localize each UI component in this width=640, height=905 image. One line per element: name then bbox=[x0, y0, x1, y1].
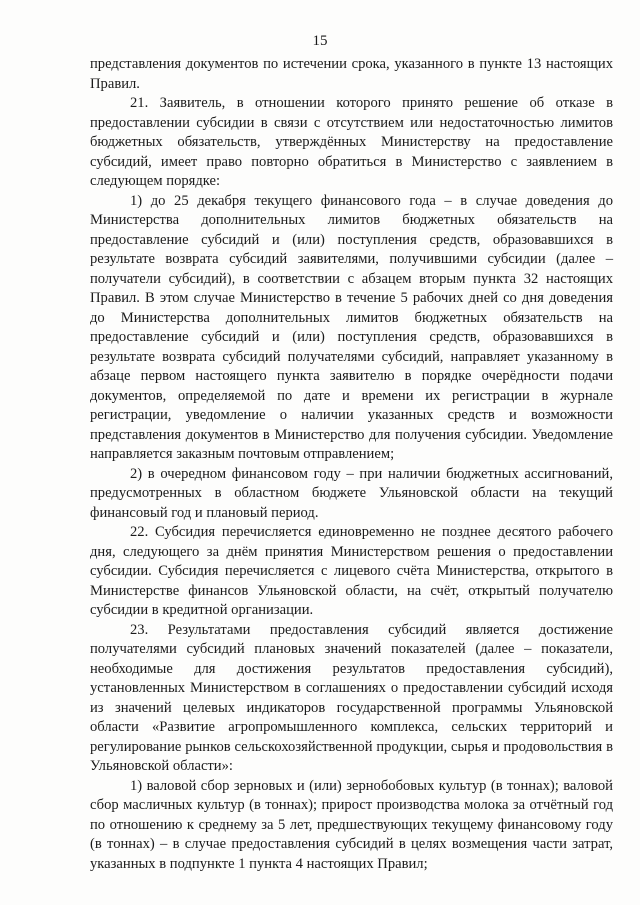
paragraph-22: 22. Субсидия перечисляется единовременно не позднее десятого рабочего дня, следующего за днём принятия Министерством решения о предоставлении субсидии. Субсидия перечисляется с лицевого счёта Министерства, открытого в Министерстве финансов Ульяновской области, на счёт, открытый получателю субсидии в кредитной организации. bbox=[90, 524, 613, 618]
document-body bbox=[90, 55, 613, 874]
paragraph-23-item-1: 1) валовой сбор зерновых и (или) зернобобовых культур (в тоннах); валовой сбор масличных культур (в тоннах); прирост производства молока за отчётный год по отношению к среднему за 5 лет, предшествующих текущему финансовому году (в тоннах) – в случае предоставления субсидий в целях возмещения части затрат, указанных в подпункте 1 пункта 4 настоящих Правил; bbox=[90, 777, 613, 872]
page-number: 15 bbox=[312, 33, 328, 49]
paragraph-continuation: представления документов по истечении срока, указанного в пункте 13 настоящих Правил. bbox=[90, 56, 613, 92]
paragraph-21-item-1: 1) до 25 декабря текущего финансового года – в случае доведения до Министерства дополнительных лимитов бюджетных обязательств на предоставление субсидий и (или) поступления средств, образовавшихся в результате возврата субсидий заявителями, получившими субсидии (далее – получатели субсидий), в соответствии с абзацем вторым пункта 32 настоящих Правил. В этом случае Министерство в течение 5 рабочих дней со дня доведения до Министерства дополнительных лимитов бюджетных обязательств на предоставление субсидий и (или) поступления средств, образовавшихся в результате возврата субсидий получателями субсидий, направляет указанному в абзаце первом настоящего пункта заявителю в порядке очерёдности подачи документов, определяемой по дате и времени их регистрации в журнале регистрации, уведомление о наличии указанных средств и возможности представления документов в Министерство для получения субсидии. Уведомление направляется заказным почтовым отправлением; bbox=[90, 192, 613, 462]
paragraph-21: 21. Заявитель, в отношении которого принято решение об отказе в предоставлении субсидии в связи с отсутствием или недостаточностью лимитов бюджетных обязательств, утверждённых Министерству на предоставление субсидий, имеет право повторно обратиться в Министерство с заявлением в следующем порядке: bbox=[90, 95, 613, 189]
paragraph-23: 23. Результатами предоставления субсидий является достижение получателями субсидий плановых значений показателей (далее – показатели, необходимые для достижения результатов предоставления субсидий), установленных Министерством в соглашениях о предоставлении субсидий исходя из значений целевых индикаторов государственной программы Ульяновской области «Развитие агропромышленного комплекса, сельских территорий и регулирование рынков сельскохозяйственной продукции, сырья и продовольствия в Ульяновской области»: bbox=[90, 621, 613, 774]
paragraph-21-item-2: 2) в очередном финансовом году – при наличии бюджетных ассигнований, предусмотренных в областном бюджете Ульяновской области на текущий финансовый год и плановый период. bbox=[90, 465, 613, 521]
